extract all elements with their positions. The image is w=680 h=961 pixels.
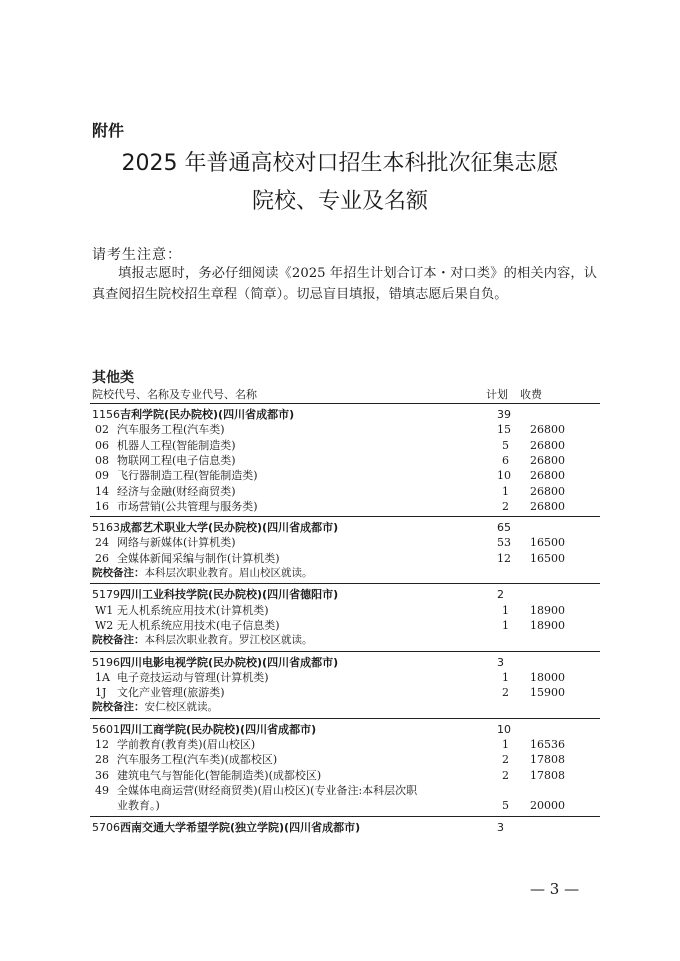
college-plan: 3 (497, 655, 504, 669)
major-name: 飞行器制造工程(智能制造类) (117, 469, 258, 483)
college-divider (90, 583, 600, 584)
notice-heading: 请考生注意： (92, 247, 182, 263)
college-note-label: 院校备注： (92, 567, 145, 579)
major-name: 汽车服务工程(汽车类)(成都校区) (117, 753, 278, 767)
major-plan: 12 (497, 551, 511, 565)
major-plan: 2 (502, 753, 509, 767)
major-name: 机器人工程(智能制造类) (117, 438, 236, 452)
major-code: 49 (95, 783, 109, 797)
major-plan: 5 (502, 799, 509, 813)
college-row (0, 520, 680, 535)
college-row (0, 587, 680, 602)
college-code: 5706 (92, 820, 120, 834)
notice-body: 填报志愿时，务必仔细阅读《2025 年招生计划合订本・对口类》的相关内容，认真查阅招生院校招生章程（简章）。切忌盲目填报，错填志愿后果自负。 (92, 266, 597, 302)
page-number: — 3 — (530, 880, 580, 898)
college-plan: 65 (497, 521, 511, 535)
major-code: 24 (95, 536, 109, 550)
major-row (0, 453, 680, 468)
major-row (0, 670, 680, 685)
major-row (0, 783, 680, 798)
college-note (0, 700, 680, 715)
major-fee: 26800 (530, 438, 565, 452)
major-fee: 18000 (530, 670, 565, 684)
college-name: 西南交通大学希望学院(独立学院)(四川省成都市) (120, 820, 361, 834)
notice-text (92, 263, 597, 305)
college-divider (90, 651, 600, 652)
major-plan: 1 (502, 603, 509, 617)
major-row (0, 484, 680, 499)
major-code: 02 (95, 423, 109, 437)
major-code: 1J (95, 686, 107, 700)
college-code: 5179 (92, 588, 120, 602)
major-row-continued (0, 798, 680, 813)
college-divider (90, 816, 600, 817)
major-fee: 18900 (530, 618, 565, 632)
college-row (0, 722, 680, 737)
college-name: 四川电影电视学院(民办院校)(四川省成都市) (120, 655, 339, 669)
major-fee: 17808 (530, 753, 565, 767)
college-note-label: 院校备注： (92, 701, 145, 714)
major-row (0, 618, 680, 633)
attachment-label: 附件 (92, 121, 125, 140)
major-plan: 1 (502, 738, 509, 751)
college-note-content: 本科层次职业教育。眉山校区就读。 (144, 567, 313, 579)
header-plan: 计划 (486, 388, 508, 401)
major-fee: 18900 (530, 603, 565, 617)
major-row (0, 551, 680, 566)
college-row (0, 655, 680, 670)
college-row (0, 407, 680, 422)
major-name: 全媒体新闻采编与制作(计算机类) (117, 551, 280, 565)
major-fee: 26800 (530, 423, 565, 437)
college-note-text (92, 566, 313, 581)
major-plan: 15 (497, 423, 511, 437)
major-row (0, 685, 680, 700)
college-name: 四川工业科技学院(民办院校)(四川省德阳市) (120, 588, 339, 602)
major-row (0, 737, 680, 752)
major-code: 28 (95, 753, 109, 767)
major-name: 学前教育(教育类)(眉山校区) (117, 738, 256, 751)
page-title: 2025 年普通高校对口招生本科批次征集志愿 (121, 151, 559, 176)
college-code: 5163 (92, 521, 120, 535)
major-plan: 2 (502, 499, 509, 513)
college-plan: 39 (497, 408, 511, 421)
header-fee: 收费 (520, 388, 542, 401)
college-code: 5196 (92, 655, 120, 669)
college-plan: 10 (497, 722, 511, 736)
major-fee: 16536 (530, 738, 565, 751)
major-row (0, 535, 680, 550)
major-plan: 53 (497, 536, 511, 550)
major-code: 16 (95, 499, 109, 513)
major-code: 1A (95, 670, 110, 684)
major-row (0, 422, 680, 437)
major-name: 网络与新媒体(计算机类) (117, 536, 236, 550)
college-plan: 2 (497, 588, 504, 602)
major-fee: 15900 (530, 686, 565, 700)
major-name: 建筑电气与智能化(智能制造类)(成都校区) (117, 768, 322, 782)
major-plan: 1 (502, 484, 509, 498)
major-fee: 16500 (530, 536, 565, 550)
major-plan: 1 (502, 670, 509, 684)
major-name-continued: 业教育。) (117, 799, 160, 813)
college-name: 吉利学院(民办院校)(四川省成都市) (120, 408, 295, 421)
major-fee: 26800 (530, 484, 565, 498)
major-plan: 10 (497, 469, 511, 483)
major-name: 市场营销(公共管理与服务类) (117, 499, 258, 513)
major-fee: 26800 (530, 453, 565, 467)
major-code: 36 (95, 768, 109, 782)
major-code: 26 (95, 551, 109, 565)
college-note (0, 566, 680, 581)
college-divider (90, 516, 600, 517)
major-code: 06 (95, 438, 109, 452)
major-row (0, 768, 680, 783)
major-name: 文化产业管理(旅游类) (117, 686, 225, 700)
college-divider (90, 718, 600, 719)
college-plan: 3 (497, 820, 504, 834)
college-row (0, 820, 680, 835)
major-plan: 1 (502, 618, 509, 632)
college-note-label: 院校备注： (92, 634, 145, 647)
college-code: 1156 (92, 408, 120, 421)
header-college-major: 院校代号、名称及专业代号、名称 (92, 388, 257, 401)
major-fee: 17808 (530, 768, 565, 782)
college-note-text (92, 700, 218, 715)
major-name: 汽车服务工程(汽车类) (117, 423, 225, 437)
page-subtitle: 院校、专业及名额 (251, 189, 428, 214)
major-code: 09 (95, 469, 109, 483)
major-code: W2 (95, 618, 114, 632)
major-name: 电子竞技运动与管理(计算机类) (117, 670, 269, 684)
major-plan: 2 (502, 768, 509, 782)
college-note-content: 安仁校区就读。 (144, 701, 218, 714)
major-name: 经济与金融(财经商贸类) (117, 484, 236, 498)
college-name: 四川工商学院(民办院校)(四川省成都市) (120, 722, 317, 736)
major-row (0, 752, 680, 767)
header-rule (90, 403, 600, 404)
major-plan: 2 (502, 686, 509, 700)
major-fee: 16500 (530, 551, 565, 565)
major-name: 无人机系统应用技术(计算机类) (117, 603, 269, 617)
college-note (0, 633, 680, 648)
college-code: 5601 (92, 722, 120, 736)
major-plan: 5 (502, 438, 509, 452)
college-name: 成都艺术职业大学(民办院校)(四川省成都市) (120, 521, 339, 535)
major-fee: 20000 (530, 799, 565, 813)
major-row (0, 468, 680, 483)
major-code: W1 (95, 603, 114, 617)
major-row (0, 603, 680, 618)
major-name: 全媒体电商运营(财经商贸类)(眉山校区)(专业备注:本科层次职 (117, 783, 418, 797)
major-name: 物联网工程(电子信息类) (117, 453, 236, 467)
college-note-text (92, 633, 313, 648)
major-code: 08 (95, 453, 109, 467)
major-plan: 6 (502, 453, 509, 467)
major-fee: 26800 (530, 499, 565, 513)
category-heading: 其他类 (92, 370, 134, 386)
major-code: 14 (95, 484, 109, 498)
major-code: 12 (95, 738, 109, 751)
college-note-content: 本科层次职业教育。罗江校区就读。 (144, 634, 313, 647)
major-fee: 26800 (530, 469, 565, 483)
major-row (0, 438, 680, 453)
major-name: 无人机系统应用技术(电子信息类) (117, 618, 280, 632)
major-row (0, 499, 680, 514)
